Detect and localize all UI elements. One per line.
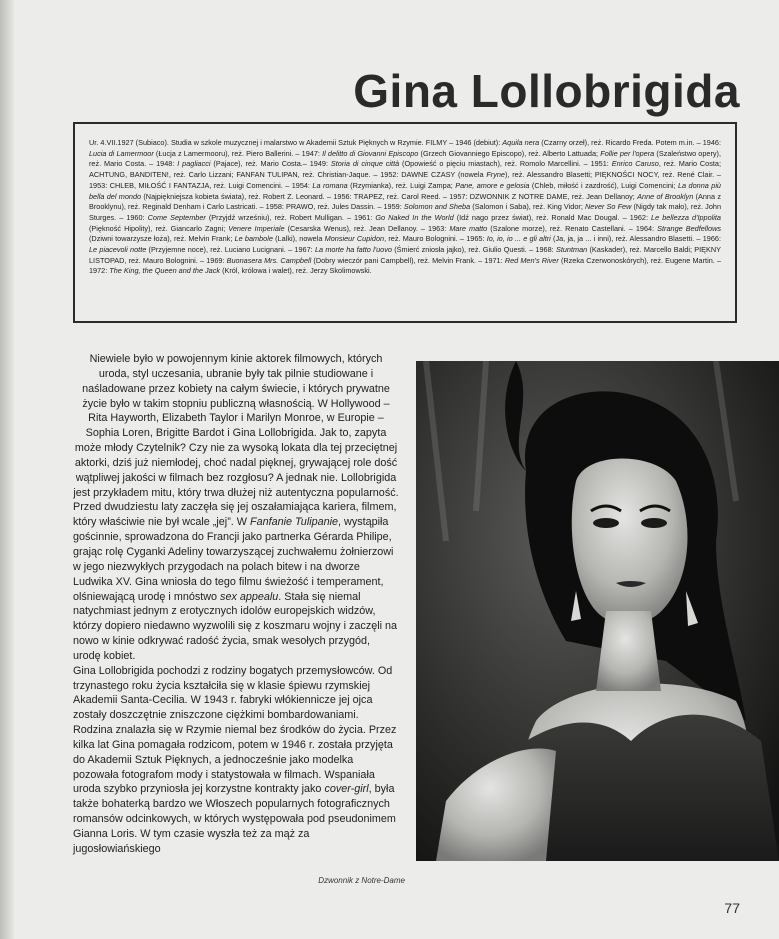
text-run: (Szalone morze), reż. Renato Castellani. – 1964: <box>487 223 658 233</box>
text-run: (Przyjemne noce), reż. Luciano Lucignani. – 1967: <box>146 245 315 255</box>
italic-title-text: Strange Bedfellows <box>657 223 722 233</box>
italic-title-text: Fanfanie Tulipanie <box>250 516 339 529</box>
italic-title-text: Le piacevoli notte <box>89 245 147 255</box>
text-run: (Rzymianka), reż. Luigi Zampa; <box>347 180 456 190</box>
italic-title-text: cover-girl <box>324 783 369 796</box>
text-run: (Rzeka Czerwonoskórych), reż. Eugene Martin. – 1972: <box>89 255 721 276</box>
text-run: (Pajace), reż. Mario Costa.– 1949: <box>210 159 331 169</box>
text-run: (Przyjdź wrześniu), reż. Robert Mulligan. – 1961: <box>205 212 376 222</box>
text-run: (Śmierć zniosła jajko), reż. Giulio Questi. – 1968: <box>391 245 556 255</box>
italic-title-text: Enrico Caruso <box>611 159 659 169</box>
italic-title-text: Le bellezza d'Ippolita <box>651 212 721 222</box>
text-run: , wystąpiła gościnnie, sprowadzona do Francji jako partnerka Gérarda Philipe, grając rolę Cyganki Adeliny towarzyszącej zuchwałemu żołnierzowi w jego niezwykłych przygodach na polach bitew i na dworze Ludwika XV. Gina wniosła do tego filmu świeżość i temperament, olśniewającą urodę i mnóstwo <box>73 516 394 603</box>
text-run: (Chleb, miłość i zazdrość), Luigi Comencini; <box>529 180 678 190</box>
italic-title-text: Lucia di Lamermoor <box>89 148 154 158</box>
italic-title-text: La morte ha fatto l'uovo <box>314 245 392 255</box>
text-run: (Cesarska Wenus), reż. Jean Dellanoy. – 1963: <box>284 223 450 233</box>
text-run: (Salomon i Saba), reż. King Vidor; <box>470 202 585 212</box>
text-run: Gina Lollobrigida pochodzi z rodziny bogatych przemysłowców. Od trzynastego roku życia kształciła się w klasie śpiewu rzymskiej Akademii Santa-Cecilia. W 1943 r. fabryki włókiennicze jej ojca zostały doszczętnie zniszczone ciężkimi bombardowaniami. Rodzina znalazła się w Rzymie niemal bez środków do życia. Przez kilka lat Gina pomagała rodzicom, potem w 1946 r. została przyjęta do Akademii Sztuk Pięknych, a jednocześnie jako modelka pozowała fotografom mody i statystowała w filmach. Wspaniała uroda szybko przyniosła jej korzystne kontrakty jako <box>73 664 397 796</box>
text-run: (Król, królowa i walet), reż. Jerzy Skolimowski. <box>220 266 372 276</box>
text-run: , reż. Mario Costa; ACHTUNG, BANDITEN!, reż. Carlo Lizzani; FANFAN TULIPAN, reż. Christian-Jaque. – 1952: DAWNE CZASY (nowela <box>89 159 721 180</box>
article-paragraph <box>73 664 399 857</box>
italic-title-text: Solomon and Sheba <box>403 202 471 212</box>
italic-title-text: Red Men's River <box>504 255 559 265</box>
text-run: , reż. Mauro Bolognini. – 1965: <box>384 234 487 244</box>
text-run: (Ja, ja, ja ... i inni), reż. Alessandro Blasetti. – 1966: <box>550 234 721 244</box>
italic-title-text: La romana <box>312 180 348 190</box>
filmography-box <box>73 122 737 323</box>
text-run: (Najpiękniejsza kobieta świata), reż. Robert Z. Leonard. – 1956: TRAPEZ, reż. Carol Reed. – 1957: DZWONNIK Z NOTRE DAME, reż. Jean Dellanoy; <box>141 191 638 201</box>
text-run: (Opowieść o pięciu miastach), reż. Romolo Marcellini. – 1951: <box>399 159 612 169</box>
text-run: Ur. 4.VII.1927 (Subiaco). Studia w szkole muzycznej i malarstwo w Akademii Sztuk Pięknych w Rzymie. FILMY – 1946 (debiut): <box>89 138 503 147</box>
portrait-photo <box>416 361 779 861</box>
italic-title-text: Storia di cinque città <box>330 159 400 169</box>
text-run: Przed dwudziestu laty zaczęła się jej oszałamiająca kariera, filmem, który właściwie nie był wcale „jej”. W <box>73 501 397 529</box>
text-run: (Idź nago przez świat), reż. Ronald Mac Dougal. – 1962: <box>453 212 652 222</box>
article-paragraph <box>73 500 399 663</box>
text-run: (Nigdy tak mało), reż. John Sturges. – 1960: <box>89 202 721 222</box>
italic-title-text: Pane, amore e gelosia <box>455 180 530 190</box>
italic-title-text: Anne of Brooklyn <box>637 191 694 201</box>
italic-title-text: Io, io, io ... e gli altri <box>486 234 551 244</box>
italic-title-text: Never So Few <box>584 202 632 212</box>
italic-title-text: Le bambole <box>234 234 273 244</box>
italic-title-text: Monsieur Cupidon <box>324 234 385 244</box>
italic-title-text: Aquila nera <box>502 138 540 147</box>
page-binding-edge <box>0 0 14 939</box>
italic-title-text: Come September <box>147 212 206 222</box>
text-run: (Dobry wieczór pani Campbell), reż. Melvin Frank. – 1971: <box>311 255 505 265</box>
text-run: (Kaskader), reż. Marcello Baldi; PIĘKNY LISTOPAD, reż. Mauro Bolognini. – 1969: <box>89 245 722 265</box>
italic-title-text: The King, the Queen and the Jack <box>109 266 221 276</box>
italic-title-text: Follie per l'opera <box>600 148 655 158</box>
article-paragraph <box>73 352 399 500</box>
italic-title-text: I pagliacci <box>177 159 211 169</box>
italic-title-text: Stuntman <box>555 245 588 255</box>
text-run: (Łucja z Lamermooru), reż. Piero Ballerini. – 1947: <box>153 148 323 158</box>
filmography-text <box>89 138 721 277</box>
photo-caption: Dzwonnik z Notre-Dame <box>318 876 405 885</box>
italic-title-text: Buonasera Mrs. Campbell <box>226 255 312 265</box>
text-run: (Czarny orzeł), reż. Ricardo Freda. Potem m.in. – 1946: <box>539 138 721 147</box>
text-run: (Lalki), nowela <box>272 234 325 244</box>
text-run: , była także bohaterką bardzo we Włoszech popularnych fotograficznych romansów odcinkowych, w których występowała pod pseudonimem Gianna Loris. W tym czasie wyszła też za mąż za jugosłowiańskiego <box>73 783 396 855</box>
page-title: Gina Lollobrigida <box>353 64 740 117</box>
italic-title-text: Fryne <box>486 170 505 180</box>
italic-title-text: La donna più bella del mondo <box>89 180 721 201</box>
text-run: . Stała się niemal natychmiast jednym z erotycznych idolów europejskich widzów, którzy dopiero niedawno wyzwolili się z koszmaru wojny i zaczęli na nowo w kinie odkrywać radość życia, smak wesołych przygód, urodę kobiet. <box>73 590 398 662</box>
text-run: (Piękność Hipolity), reż. Giancarlo Zagni; <box>89 223 229 233</box>
article-body <box>73 352 399 857</box>
italic-title-text: Go Naked In the World <box>375 212 454 222</box>
page-number: 77 <box>724 900 740 916</box>
text-run: (Anna z Brooklynu), reż. Reginald Denham i Carlo Lastricati. – 1958: PRAWO, reż. Jules Dassin. – 1959: <box>89 191 721 212</box>
italic-title-text: Mare matto <box>449 223 488 233</box>
text-run: ), reż. Alessandro Blasetti; PIĘKNOŚCI NOCY, reż. René Clair. – 1953: CHLEB, MIŁOŚĆ I FANTAZJA, reż. Luigi Comencini. – 1954: <box>89 170 721 190</box>
italic-title-text: Il delitto di Giovanni Episcopo <box>322 148 419 158</box>
italic-title-text: sex appealu <box>220 590 279 603</box>
text-run: (Dziwni towarzysze łoża), reż. Melvin Frank; <box>89 234 235 244</box>
text-run: (Szaleństwo opery), reż. Mario Costa. – 1948: <box>89 148 722 169</box>
text-run: (Grzech Giovanniego Episcopo), reż. Alberto Lattuada; <box>418 148 601 158</box>
italic-title-text: Venere Imperiale <box>228 223 285 233</box>
text-run: Niewiele było w powojennym kinie aktorek filmowych, których uroda, styl uczesania, ubranie były tak pilnie studiowane i naśladowane przez kobiety na całym świecie, i których prywatne życie było w takim stopniu publiczną własnością. W Hollywood – Rita Hayworth, Elizabeth Taylor i Marilyn Monroe, w Europie – Sophia Loren, Brigitte Bardot i Gina Lollobrigida. Jak to, zapyta może młody Czytelnik? Czy nie za wysoką lokata dla tej przeciętnej aktorki, dziś już niemłodej, choć nadal pięknej, grywającej role dość wątpliwej jakości w filmach bez rozgłosu? A jednak nie. Lollobrigida jest przykładem mitu, który trwa dłużej niż autentyczna popularność. <box>73 353 399 499</box>
